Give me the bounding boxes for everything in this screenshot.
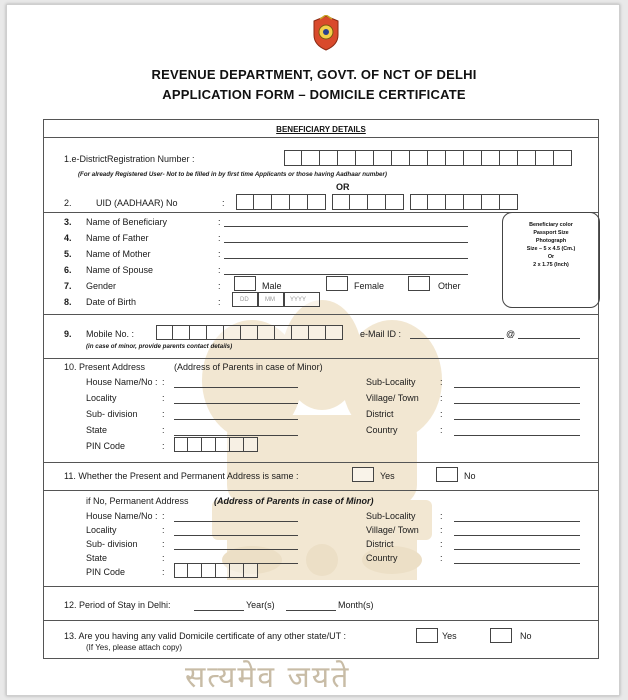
same-address-yes-label: Yes <box>380 471 395 481</box>
form-title: APPLICATION FORM – DOMICILE CERTIFICATE <box>162 87 466 102</box>
other-checkbox[interactable] <box>408 276 430 291</box>
present-state-label: State <box>86 425 108 435</box>
colon: : <box>440 525 443 535</box>
beneficiary-name-label: Name of Beneficiary <box>86 217 168 227</box>
colon: : <box>162 425 165 435</box>
colon: : <box>162 393 165 403</box>
present-district-field[interactable] <box>454 419 580 420</box>
stay-years-field[interactable] <box>194 610 244 611</box>
male-label: Male <box>262 281 282 291</box>
female-label: Female <box>354 281 385 291</box>
stay-years-label: Year(s) <box>246 600 275 610</box>
present-sublocality-field[interactable] <box>454 387 580 388</box>
field-number: 8. <box>64 297 72 307</box>
stay-months-field[interactable] <box>286 610 336 611</box>
colon: : <box>440 377 443 387</box>
same-address-question: 11. Whether the Present and Permanent Address is same : <box>64 471 299 481</box>
domicile-no-checkbox[interactable] <box>490 628 512 643</box>
present-village-label: Village/ Town <box>366 393 419 403</box>
dob-month-placeholder: MM <box>265 297 275 303</box>
colon: : <box>162 553 165 563</box>
photo-text: Beneficiary color <box>529 222 573 228</box>
colon: : <box>162 441 165 451</box>
email-user-field[interactable] <box>410 338 504 339</box>
permanent-subdivision-field[interactable] <box>174 549 298 550</box>
divider <box>44 586 598 587</box>
permanent-district-field[interactable] <box>454 549 580 550</box>
field-number: 6. <box>64 265 72 275</box>
present-subdivision-field[interactable] <box>174 419 298 420</box>
domicile-question: 13. Are you having any valid Domicile certificate of any other state/UT : <box>64 631 346 641</box>
uid-field[interactable] <box>236 194 518 210</box>
present-house-field[interactable] <box>174 387 298 388</box>
colon: : <box>162 409 165 419</box>
uid-number: 2. <box>64 198 72 208</box>
gender-label: Gender <box>86 281 117 291</box>
motto-watermark: सत्यमेव जयते <box>185 660 351 695</box>
colon: : <box>218 265 221 275</box>
field-number: 9. <box>64 329 72 339</box>
photo-text: 2 x 1.75 (Inch) <box>533 262 569 268</box>
colon: : <box>440 393 443 403</box>
present-sublocality-label: Sub-Locality <box>366 377 416 387</box>
colon: : <box>440 511 443 521</box>
permanent-village-field[interactable] <box>454 535 580 536</box>
present-locality-label: Locality <box>86 393 117 403</box>
same-address-yes-checkbox[interactable] <box>352 467 374 482</box>
permanent-country-field[interactable] <box>454 563 580 564</box>
permanent-address-heading: if No, Permanent Address <box>86 496 189 506</box>
dob-label: Date of Birth <box>86 297 137 307</box>
female-checkbox[interactable] <box>326 276 348 291</box>
mother-name-label: Name of Mother <box>86 249 151 259</box>
permanent-pin-label: PIN Code <box>86 567 126 577</box>
colon: : <box>218 297 221 307</box>
colon: : <box>162 525 165 535</box>
section-title: BENEFICIARY DETAILS <box>276 125 366 134</box>
department-title: REVENUE DEPARTMENT, GOVT. OF NCT OF DELHI <box>151 67 477 82</box>
present-address-note: (Address of Parents in case of Minor) <box>174 362 323 372</box>
spouse-name-field[interactable] <box>224 274 468 275</box>
present-pin-label: PIN Code <box>86 441 126 451</box>
field-number: 4. <box>64 233 72 243</box>
colon: : <box>218 249 221 259</box>
registration-note: (For already Registered User- Not to be filled in by first time Applicants or those having Aadhaar number) <box>78 171 387 178</box>
field-number: 5. <box>64 249 72 259</box>
divider <box>44 490 598 491</box>
present-pin-field[interactable] <box>174 437 258 452</box>
divider <box>44 620 598 621</box>
father-name-field[interactable] <box>224 242 468 243</box>
mobile-note: (in case of minor, provide parents contact details) <box>86 343 233 350</box>
email-domain-field[interactable] <box>518 338 580 339</box>
photo-text: Size – 5 x 4.5 (Cm.) <box>526 246 576 252</box>
stay-months-label: Month(s) <box>338 600 374 610</box>
email-label: e-Mail ID : <box>360 329 402 339</box>
domicile-yes-label: Yes <box>442 631 457 641</box>
divider <box>44 314 598 315</box>
present-district-label: District <box>366 409 394 419</box>
mobile-label: Mobile No. : <box>86 329 135 339</box>
beneficiary-details-form <box>43 119 599 659</box>
permanent-country-label: Country <box>366 553 398 563</box>
beneficiary-name-field[interactable] <box>224 226 468 227</box>
permanent-house-field[interactable] <box>174 521 298 522</box>
colon: : <box>162 377 165 387</box>
divider <box>44 137 598 138</box>
other-label: Other <box>438 281 461 291</box>
same-address-no-label: No <box>464 471 476 481</box>
registration-number-label: 1.e-DistrictRegistration Number : <box>64 154 195 164</box>
uid-label: UID (AADHAAR) No <box>96 198 178 208</box>
photo-box[interactable] <box>502 212 600 308</box>
mother-name-field[interactable] <box>224 258 468 259</box>
uid-colon: : <box>222 198 225 208</box>
permanent-district-label: District <box>366 539 394 549</box>
colon: : <box>162 539 165 549</box>
divider <box>44 462 598 463</box>
permanent-locality-label: Locality <box>86 525 117 535</box>
or-label: OR <box>336 182 350 192</box>
domicile-no-label: No <box>520 631 532 641</box>
present-state-field[interactable] <box>174 435 298 436</box>
permanent-pin-field[interactable] <box>174 563 258 578</box>
field-number: 7. <box>64 281 72 291</box>
field-number: 3. <box>64 217 72 227</box>
same-address-no-checkbox[interactable] <box>436 467 458 482</box>
colon: : <box>440 425 443 435</box>
colon: : <box>440 553 443 563</box>
colon: : <box>162 567 165 577</box>
present-village-field[interactable] <box>454 403 580 404</box>
permanent-sublocality-field[interactable] <box>454 521 580 522</box>
colon: : <box>440 539 443 549</box>
father-name-label: Name of Father <box>86 233 149 243</box>
permanent-state-label: State <box>86 553 108 563</box>
permanent-subdivision-label: Sub- division <box>86 539 138 549</box>
stay-period-label: 12. Period of Stay in Delhi: <box>64 600 171 610</box>
colon: : <box>218 281 221 291</box>
delhi-police-emblem-icon <box>311 15 341 51</box>
male-checkbox[interactable] <box>234 276 256 291</box>
form-page <box>6 4 620 696</box>
colon: : <box>218 217 221 227</box>
present-country-label: Country <box>366 425 398 435</box>
registration-number-field[interactable] <box>284 150 572 166</box>
colon: : <box>440 409 443 419</box>
domicile-yes-checkbox[interactable] <box>416 628 438 643</box>
spouse-name-label: Name of Spouse <box>86 265 154 275</box>
dob-year-placeholder: YYYY <box>290 297 307 303</box>
permanent-address-note: (Address of Parents in case of Minor) <box>214 496 374 506</box>
present-house-label: House Name/No : <box>86 377 158 387</box>
divider <box>44 358 598 359</box>
dob-day-placeholder: DD <box>240 297 249 303</box>
mobile-field[interactable] <box>156 325 343 340</box>
present-address-heading: 10. Present Address <box>64 362 146 372</box>
present-subdivision-label: Sub- division <box>86 409 138 419</box>
colon: : <box>218 233 221 243</box>
photo-text: Photograph <box>535 238 567 244</box>
present-country-field[interactable] <box>454 435 580 436</box>
at-sign: @ <box>506 329 516 339</box>
photo-text: Or <box>547 254 555 260</box>
permanent-village-label: Village/ Town <box>366 525 419 535</box>
permanent-sublocality-label: Sub-Locality <box>366 511 416 521</box>
colon: : <box>162 511 165 521</box>
permanent-locality-field[interactable] <box>174 535 298 536</box>
photo-text: Passport Size <box>533 230 569 236</box>
domicile-note: (If Yes, please attach copy) <box>86 643 183 652</box>
permanent-house-label: House Name/No : <box>86 511 158 521</box>
present-locality-field[interactable] <box>174 403 298 404</box>
